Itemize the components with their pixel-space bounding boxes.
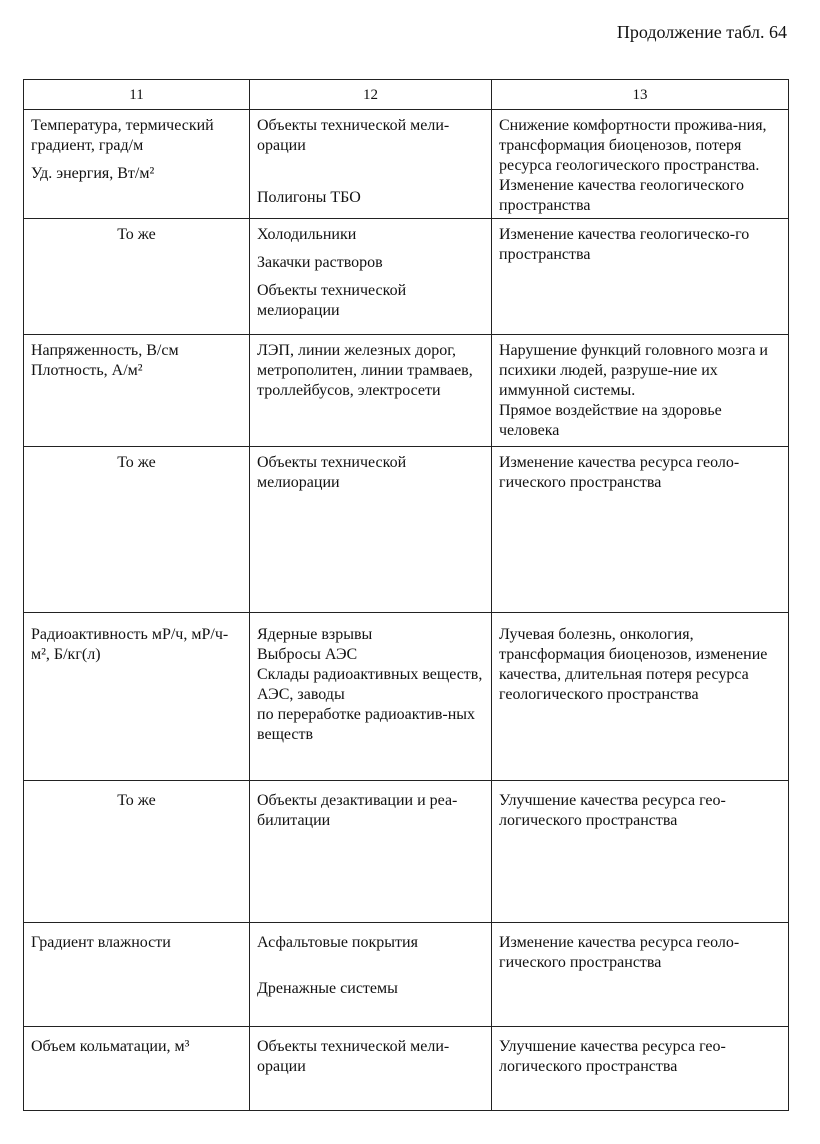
effect-cell [492, 613, 789, 781]
source-cell [250, 219, 492, 335]
parameter-text: Объем кольматации, м³ [31, 1038, 190, 1055]
table-header-row [24, 80, 789, 110]
source-cell [250, 613, 492, 781]
parameter-text: То же [117, 226, 156, 243]
column-header-13: 13 [492, 80, 789, 110]
source-cell [250, 781, 492, 923]
source-cell [250, 447, 492, 613]
source-text: Выбросы АЭС [257, 646, 358, 663]
parameter-text: Температура, термический градиент, град/м [31, 117, 214, 154]
source-cell [250, 1027, 492, 1111]
data-table [23, 79, 789, 1111]
source-cell [250, 110, 492, 219]
table-row [24, 781, 789, 923]
effect-cell [492, 110, 789, 219]
parameter-cell [24, 1027, 250, 1111]
source-text: Закачки растворов [257, 254, 383, 271]
parameter-text: То же [117, 454, 156, 471]
parameter-text: Уд. энергия, Вт/м² [31, 165, 155, 182]
source-text: Склады радиоактивных веществ, АЭС, заводы [257, 666, 483, 703]
source-text: Объекты технической мели-орации [257, 117, 450, 154]
parameter-text: Радиоактивность мР/ч, мР/ч-м², Б/кг(л) [31, 626, 229, 663]
parameter-cell [24, 781, 250, 923]
parameter-cell [24, 923, 250, 1027]
parameter-text: То же [117, 792, 156, 809]
source-cell [250, 335, 492, 447]
table-row [24, 923, 789, 1027]
table-row [24, 613, 789, 781]
effect-text: Прямое воздействие на здоровье человека [499, 402, 722, 439]
effect-text: Улучшение качества ресурса гео-логического пространства [499, 792, 726, 829]
effect-cell [492, 1027, 789, 1111]
effect-cell [492, 335, 789, 447]
parameter-cell [24, 110, 250, 219]
effect-cell [492, 447, 789, 613]
source-text: Объекты технической мелиорации [257, 282, 407, 319]
table-continuation-caption: Продолжение табл. 64 [616, 22, 787, 42]
effect-text: Улучшение качества ресурса гео-логического пространства [499, 1038, 726, 1075]
parameter-text: Градиент влажности [31, 934, 171, 951]
table-row [24, 335, 789, 447]
parameter-text: Плотность, А/м² [31, 362, 143, 379]
source-text: ЛЭП, линии железных дорог, метрополитен, линии трамваев, троллейбусов, электросети [257, 342, 473, 399]
source-text: по переработке радиоактив-ных веществ [257, 706, 476, 743]
column-header-11: 11 [24, 80, 250, 110]
source-text: Асфальтовые покрытия [257, 934, 418, 951]
parameter-cell [24, 447, 250, 613]
source-text: Полигоны ТБО [257, 189, 361, 206]
effect-text: Изменение качества геологическо-го пространства [499, 226, 750, 263]
source-text: Объекты дезактивации и реа-билитации [257, 792, 458, 829]
effect-text: Изменение качества ресурса геоло-гического пространства [499, 454, 740, 491]
table-row [24, 1027, 789, 1111]
effect-text: Изменение качества ресурса геоло-гического пространства [499, 934, 740, 971]
source-text: Объекты технической мели-орации [257, 1038, 450, 1075]
table-row [24, 219, 789, 335]
source-text: Холодильники [257, 226, 357, 243]
effect-cell [492, 781, 789, 923]
effect-text: Нарушение функций головного мозга и психики людей, разруше-ние их иммунной системы. [499, 342, 768, 399]
effect-cell [492, 923, 789, 1027]
column-header-12: 12 [250, 80, 492, 110]
table-row [24, 447, 789, 613]
table-row [24, 110, 789, 219]
parameter-cell [24, 219, 250, 335]
parameter-cell [24, 613, 250, 781]
effect-text: Снижение комфортности прожива-ния, трансформация биоценозов, потеря ресурса геологического пространства. Изменение качества геологического пространства [499, 117, 767, 214]
parameter-text: Напряженность, В/см [31, 342, 179, 359]
parameter-cell [24, 335, 250, 447]
source-text: Дренажные системы [257, 980, 398, 997]
effect-cell [492, 219, 789, 335]
source-cell [250, 923, 492, 1027]
source-text: Ядерные взрывы [257, 626, 373, 643]
source-text: Объекты технической мелиорации [257, 454, 407, 491]
effect-text: Лучевая болезнь, онкология, трансформация биоценозов, изменение качества, длительная потеря ресурса геологического пространства [499, 626, 768, 703]
